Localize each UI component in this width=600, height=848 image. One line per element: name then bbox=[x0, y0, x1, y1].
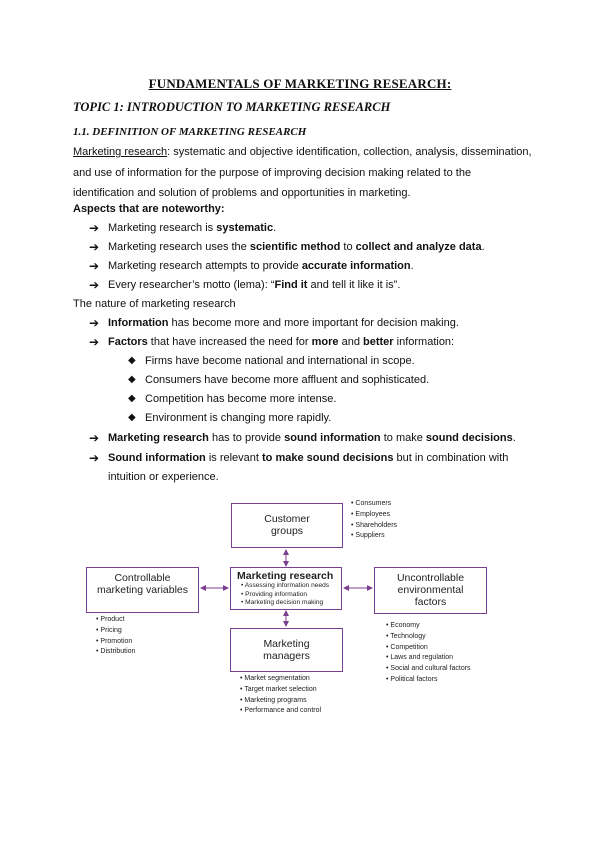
uncontrollable-factors-label: Uncontrollable environmental factors bbox=[396, 572, 465, 608]
definition-text: : systematic and objective identification, collection, analysis, dissemination, and use of information for the purpose of improving decision making related to the identification and solution of problems and opportunities in marketing. bbox=[73, 146, 532, 199]
factor-item: Firms have become national and international in scope. bbox=[145, 355, 415, 367]
nature-item: Marketing research has to provide sound information to make sound decisions. bbox=[108, 432, 516, 444]
arrow-bullet-icon: ➔ bbox=[89, 451, 100, 465]
marketing-managers-box bbox=[230, 628, 343, 672]
marketing-research-label: Marketing research bbox=[237, 570, 334, 582]
aspects-heading: Aspects that are noteworthy: bbox=[73, 203, 225, 215]
marketing-research-box bbox=[230, 567, 342, 610]
factor-item: Environment is changing more rapidly. bbox=[145, 412, 332, 424]
arrow-bullet-icon: ➔ bbox=[89, 221, 100, 235]
marketing-managers-list: • Market segmentation • Target market selection • Marketing programs • Performance and control bbox=[240, 675, 322, 715]
aspect-item: Every researcher’s motto (lema): “Find it and tell it like it is”. bbox=[108, 279, 401, 291]
marketing-managers-label: Marketing managers bbox=[263, 638, 310, 662]
arrow-bullet-icon: ➔ bbox=[89, 431, 100, 445]
factor-item: Competition has become more intense. bbox=[145, 393, 337, 405]
factor-item: Consumers have become more affluent and sophisticated. bbox=[145, 374, 430, 386]
arrow-bullet-icon: ➔ bbox=[89, 278, 100, 292]
definition-term: Marketing research bbox=[73, 146, 168, 158]
marketing-research-list: • Assessing information needs • Providing information • Marketing decision making bbox=[241, 582, 330, 606]
uncontrollable-factors-list: • Economy • Technology • Competition • Laws and regulation • Social and cultural factors • Political factors bbox=[386, 622, 471, 683]
customer-groups-list: • Consumers • Employees • Shareholders • Suppliers bbox=[351, 500, 398, 540]
controllable-variables-list: • Product • Pricing • Promotion • Distribution bbox=[96, 616, 136, 656]
arrow-bullet-icon: ➔ bbox=[89, 316, 100, 330]
document-title: FUNDAMENTALS OF MARKETING RESEARCH: bbox=[148, 76, 452, 91]
customer-groups-box bbox=[231, 503, 343, 548]
aspect-item: Marketing research uses the scientific method to collect and analyze data. bbox=[108, 241, 485, 253]
nature-item-continuation: intuition or experience. bbox=[108, 471, 219, 483]
aspect-item: Marketing research attempts to provide accurate information. bbox=[108, 260, 414, 272]
diamond-bullet-icon: ◆ bbox=[128, 412, 136, 423]
customer-groups-label: Customer groups bbox=[264, 513, 310, 537]
uncontrollable-factors-box bbox=[374, 567, 487, 614]
arrow-bullet-icon: ➔ bbox=[89, 335, 100, 349]
controllable-variables-box bbox=[86, 567, 199, 613]
topic-heading: TOPIC 1: INTRODUCTION TO MARKETING RESEARCH bbox=[73, 100, 391, 114]
aspect-item: Marketing research is systematic. bbox=[108, 222, 277, 234]
nature-heading: The nature of marketing research bbox=[73, 298, 236, 310]
diamond-bullet-icon: ◆ bbox=[128, 374, 136, 385]
arrow-bullet-icon: ➔ bbox=[89, 259, 100, 273]
nature-item: Information has become more and more important for decision making. bbox=[108, 317, 459, 329]
arrow-bullet-icon: ➔ bbox=[89, 240, 100, 254]
controllable-variables-label: Controllable marketing variables bbox=[96, 572, 189, 596]
nature-item: Sound information is relevant to make sound decisions but in combination with bbox=[108, 452, 509, 464]
diamond-bullet-icon: ◆ bbox=[128, 393, 136, 404]
nature-item: Factors that have increased the need for more and better information: bbox=[108, 336, 455, 348]
section-heading: 1.1. DEFINITION OF MARKETING RESEARCH bbox=[73, 126, 307, 138]
diamond-bullet-icon: ◆ bbox=[128, 355, 136, 366]
